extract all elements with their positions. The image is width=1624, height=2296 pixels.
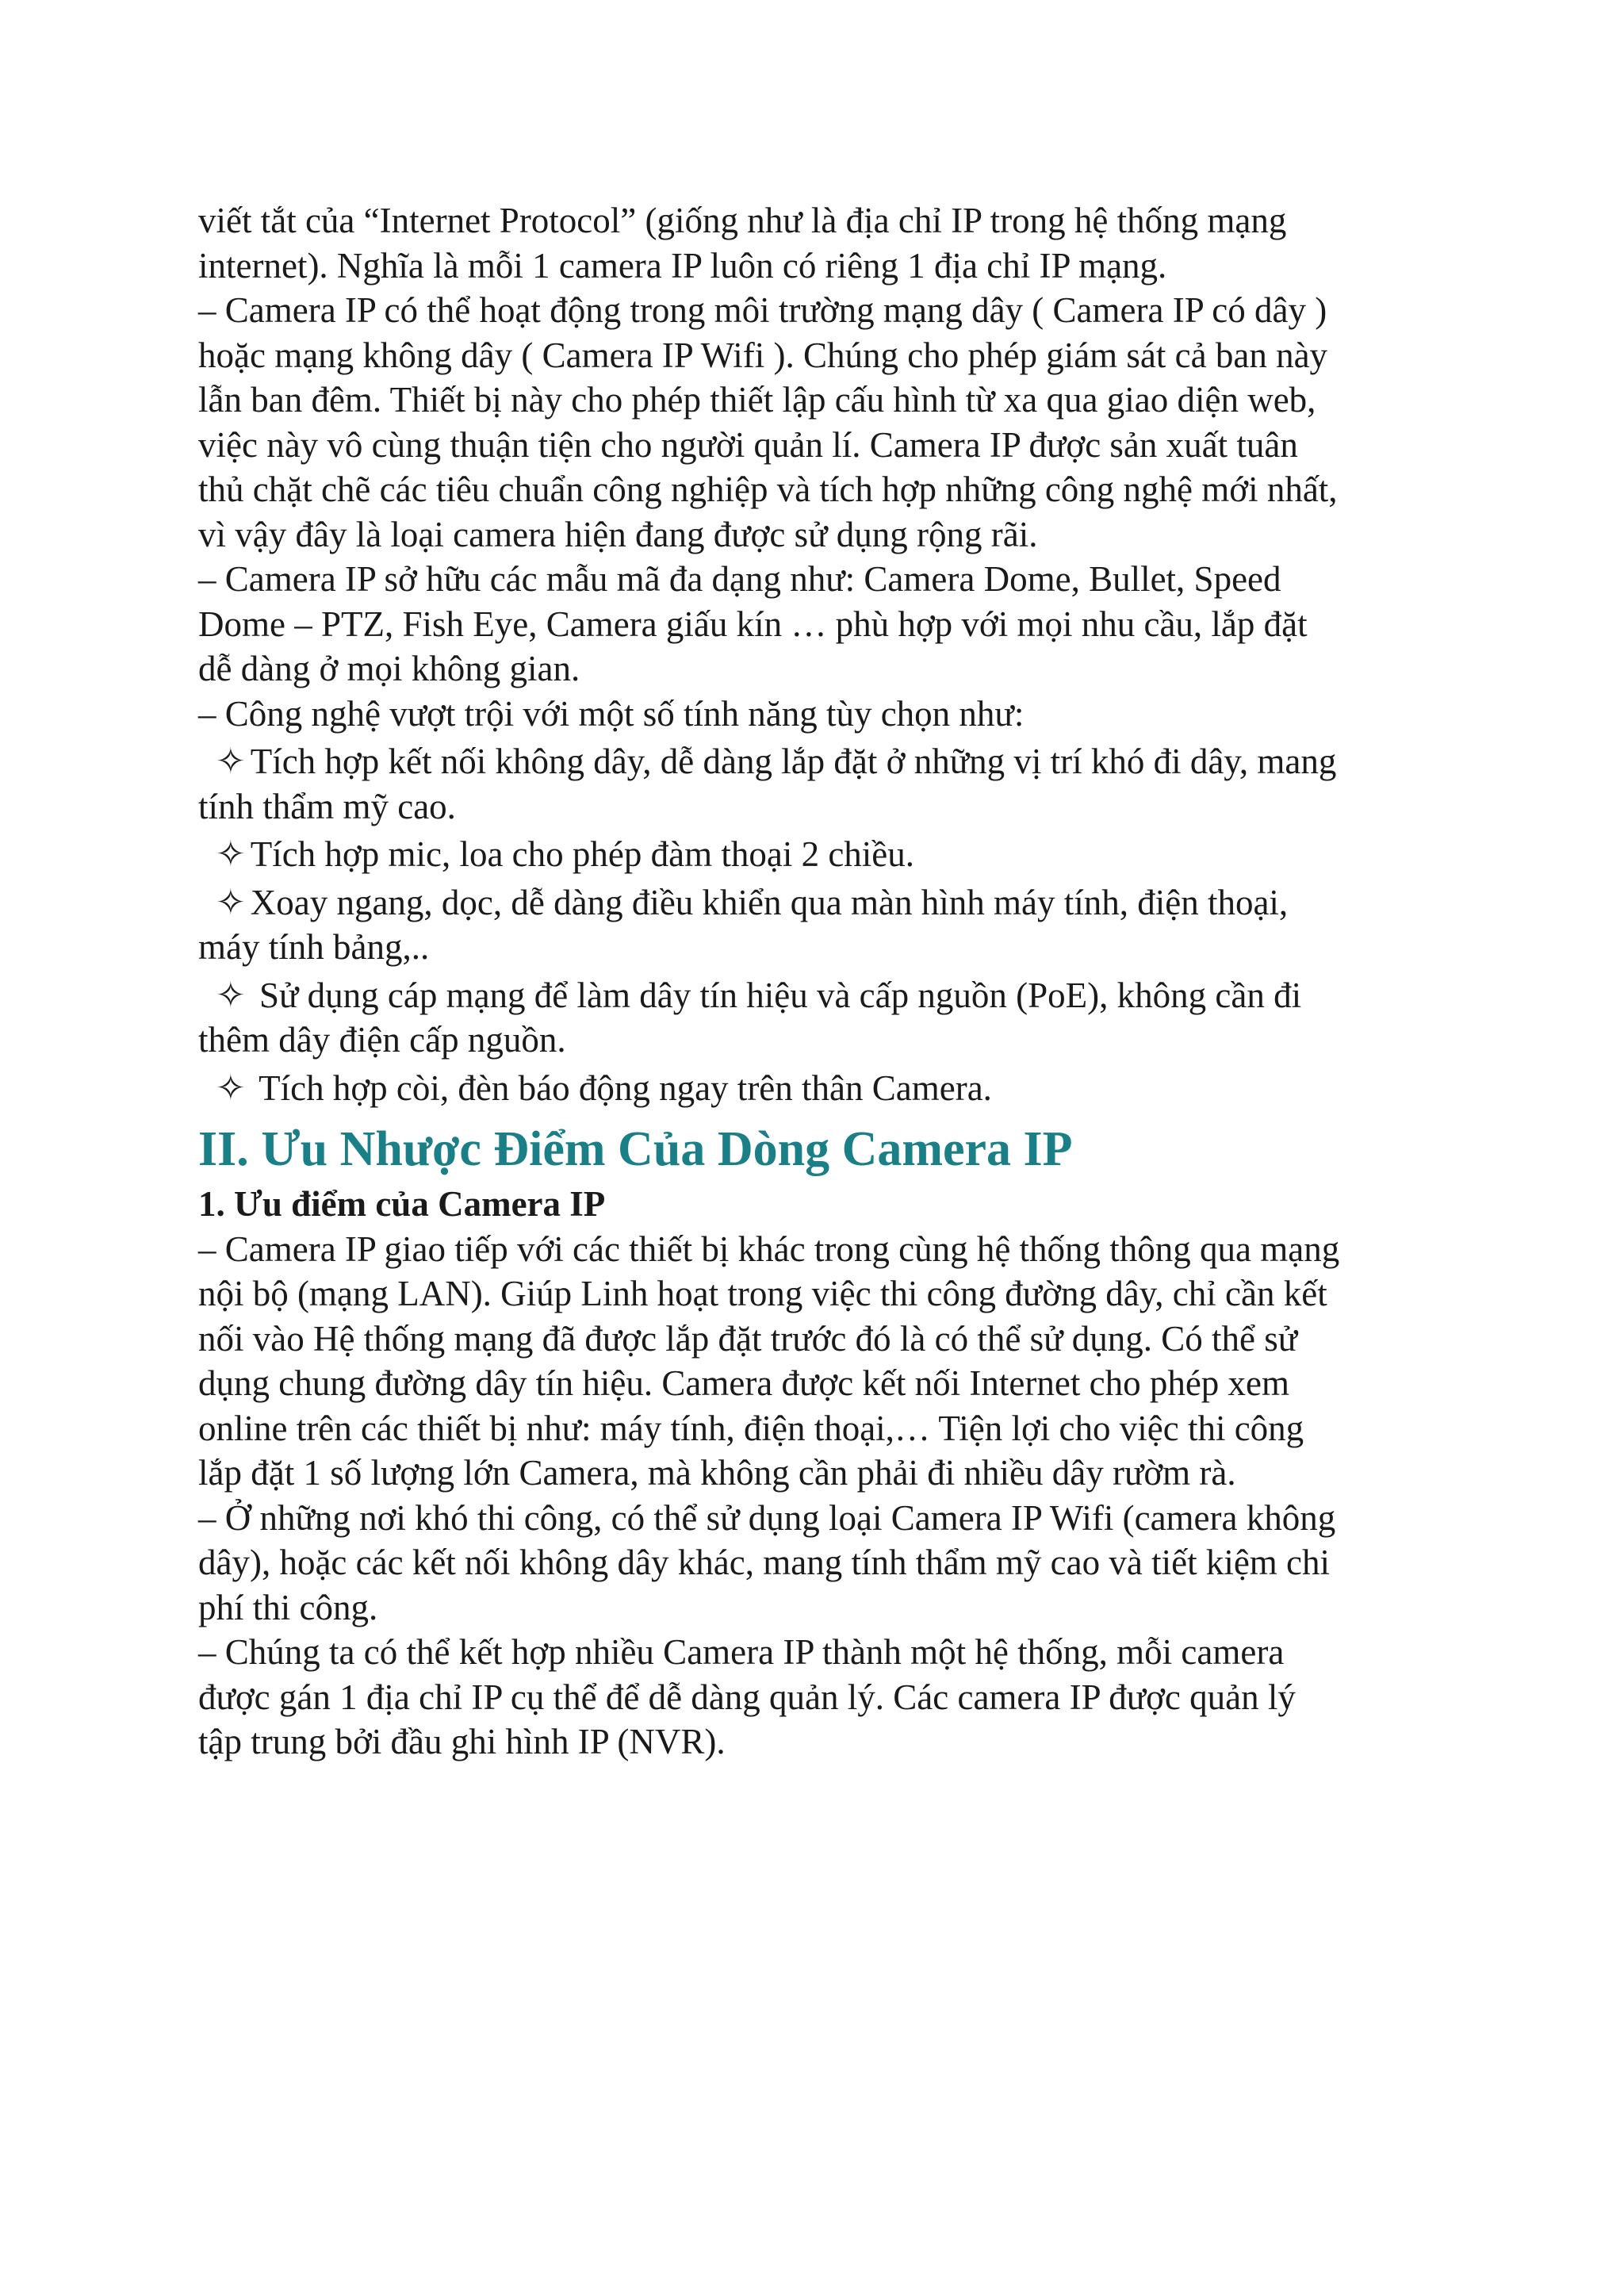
feature-item bbox=[198, 973, 1435, 1063]
feature-item bbox=[198, 1066, 1435, 1111]
star-bullet-icon: ✧ bbox=[216, 1068, 246, 1108]
text-line: lẫn ban đêm. Thiết bị này cho phép thiết lập cấu hình từ xa qua giao diện web, bbox=[198, 380, 1316, 420]
text-line: được gán 1 địa chỉ IP cụ thể để dễ dàng quản lý. Các camera IP được quản lý bbox=[198, 1677, 1296, 1717]
text-line: nội bộ (mạng LAN). Giúp Linh hoạt trong việc thi công đường dây, chỉ cần kết bbox=[198, 1274, 1327, 1313]
feature-text: Xoay ngang, dọc, dễ dàng điều khiển qua màn hình máy tính, điện thoại, bbox=[250, 882, 1289, 922]
feature-text-continued: tính thẩm mỹ cao. bbox=[198, 786, 456, 826]
feature-text: Sử dụng cáp mạng để làm dây tín hiệu và cấp nguồn (PoE), không cần đi bbox=[250, 975, 1302, 1015]
text-line: vì vậy đây là loại camera hiện đang được sử dụng rộng rãi. bbox=[198, 514, 1038, 554]
advantages-block bbox=[198, 1227, 1435, 1765]
subsection-heading: 1. Ưu điểm của Camera IP bbox=[198, 1184, 606, 1224]
text-line: – Công nghệ vượt trội với một số tính năng tùy chọn như: bbox=[198, 693, 1025, 734]
intro-block bbox=[198, 198, 1435, 736]
feature-text: Tích hợp kết nối không dây, dễ dàng lắp đặt ở những vị trí khó đi dây, mang bbox=[250, 742, 1337, 781]
feature-item bbox=[198, 880, 1435, 970]
text-line: việc này vô cùng thuận tiện cho người quản lí. Camera IP được sản xuất tuân bbox=[198, 424, 1298, 465]
text-line: hoặc mạng không dây ( Camera IP Wifi ). Chúng cho phép giám sát cả ban này bbox=[198, 335, 1328, 375]
feature-list bbox=[198, 739, 1435, 1110]
star-bullet-icon: ✧ bbox=[216, 975, 246, 1015]
text-line: – Camera IP có thể hoạt động trong môi trường mạng dây ( Camera IP có dây ) bbox=[198, 290, 1327, 330]
text-line: viết tắt của “Internet Protocol” (giống như là địa chỉ IP trong hệ thống mạng bbox=[198, 201, 1287, 240]
text-line: dây), hoặc các kết nối không dây khác, mang tính thẩm mỹ cao và tiết kiệm chi bbox=[198, 1543, 1331, 1582]
text-line: – Camera IP giao tiếp với các thiết bị khác trong cùng hệ thống thông qua mạng bbox=[198, 1228, 1340, 1269]
star-bullet-icon: ✧ bbox=[216, 834, 246, 874]
text-line: nối vào Hệ thống mạng đã được lắp đặt trước đó là có thể sử dụng. Có thể sử bbox=[198, 1318, 1298, 1359]
text-line: dễ dàng ở mọi không gian. bbox=[198, 649, 580, 688]
feature-text: Tích hợp còi, đèn báo động ngay trên thân Camera. bbox=[250, 1068, 992, 1108]
text-line: – Camera IP sở hữu các mẫu mã đa dạng như: Camera Dome, Bullet, Speed bbox=[198, 559, 1281, 599]
document-page bbox=[198, 198, 1435, 1765]
feature-item bbox=[198, 739, 1435, 829]
section-heading: II. Ưu Nhược Điểm Của Dòng Camera IP bbox=[198, 1122, 1073, 1176]
text-line: online trên các thiết bị như: máy tính, điện thoại,… Tiện lợi cho việc thi công bbox=[198, 1408, 1304, 1448]
text-line: lắp đặt 1 số lượng lớn Camera, mà không cần phải đi nhiều dây rườm rà. bbox=[198, 1453, 1236, 1493]
text-line: internet). Nghĩa là mỗi 1 camera IP luôn có riêng 1 địa chỉ IP mạng. bbox=[198, 245, 1167, 286]
text-line: – Ở những nơi khó thi công, có thể sử dụng loại Camera IP Wifi (camera không bbox=[198, 1497, 1336, 1538]
text-line: Dome – PTZ, Fish Eye, Camera giấu kín … phù hợp với mọi nhu cầu, lắp đặt bbox=[198, 604, 1308, 644]
feature-item bbox=[198, 832, 1435, 877]
text-line: phí thi công. bbox=[198, 1587, 378, 1627]
star-bullet-icon: ✧ bbox=[216, 882, 246, 922]
text-line: thủ chặt chẽ các tiêu chuẩn công nghiệp và tích hợp những công nghệ mới nhất, bbox=[198, 470, 1338, 509]
text-line: tập trung bởi đầu ghi hình IP (NVR). bbox=[198, 1722, 726, 1761]
text-line: dụng chung đường dây tín hiệu. Camera được kết nối Internet cho phép xem bbox=[198, 1363, 1290, 1403]
text-line: – Chúng ta có thể kết hợp nhiều Camera IP thành một hệ thống, mỗi camera bbox=[198, 1632, 1285, 1672]
star-bullet-icon: ✧ bbox=[216, 742, 246, 781]
feature-text-continued: thêm dây điện cấp nguồn. bbox=[198, 1020, 566, 1060]
feature-text: Tích hợp mic, loa cho phép đàm thoại 2 chiều. bbox=[250, 834, 915, 874]
feature-text-continued: máy tính bảng,.. bbox=[198, 927, 430, 967]
